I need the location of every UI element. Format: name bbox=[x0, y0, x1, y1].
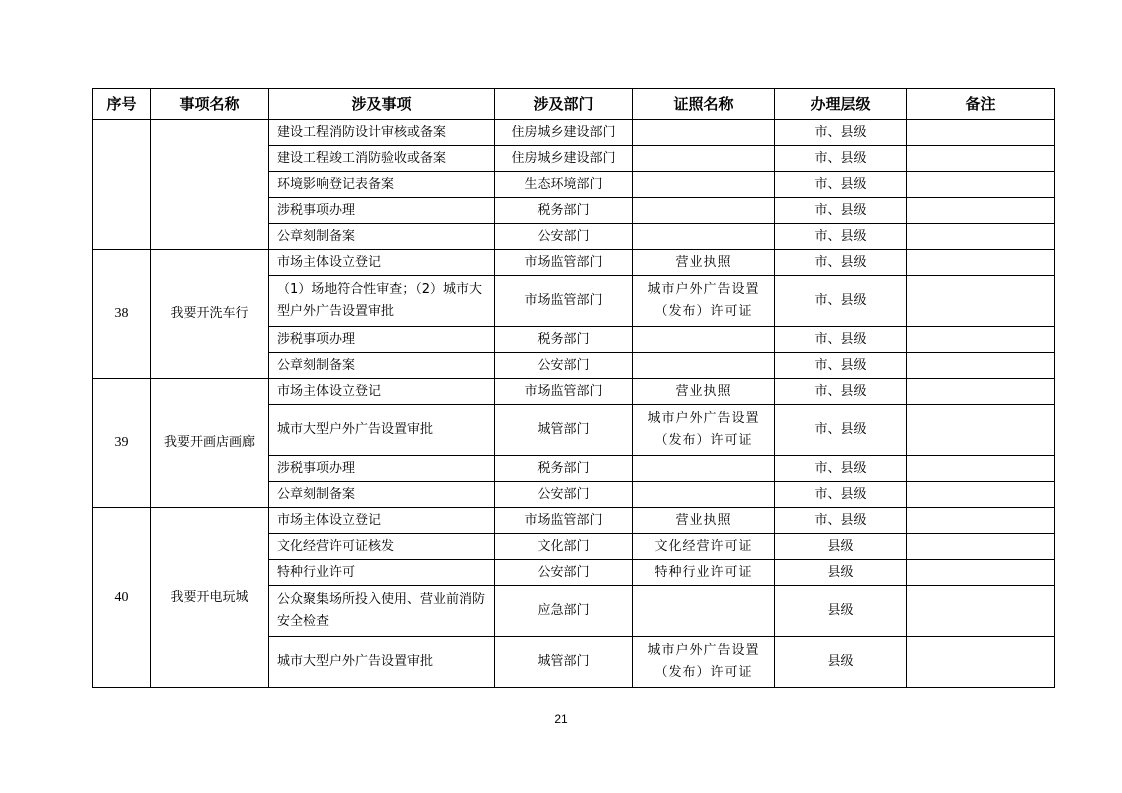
cell-note bbox=[907, 534, 1055, 560]
cell-level: 市、县级 bbox=[775, 456, 907, 482]
cell-level: 市、县级 bbox=[775, 353, 907, 379]
cell-matter: 文化经营许可证核发 bbox=[269, 534, 495, 560]
header-note: 备注 bbox=[907, 89, 1055, 120]
table-header-row bbox=[93, 89, 1055, 120]
cell-department: 住房城乡建设部门 bbox=[495, 120, 633, 146]
cell-matter: 建设工程竣工消防验收或备案 bbox=[269, 146, 495, 172]
cell-level: 市、县级 bbox=[775, 172, 907, 198]
cell-note bbox=[907, 276, 1055, 327]
table-body bbox=[93, 120, 1055, 688]
cell-department: 公安部门 bbox=[495, 560, 633, 586]
cell-certificate: 营业执照 bbox=[633, 508, 775, 534]
services-table bbox=[92, 88, 1055, 688]
cell-matter: 公章刻制备案 bbox=[269, 353, 495, 379]
cell-department: 城管部门 bbox=[495, 637, 633, 688]
cell-level: 市、县级 bbox=[775, 224, 907, 250]
cell-item-name: 我要开洗车行 bbox=[151, 250, 269, 379]
cell-matter: 市场主体设立登记 bbox=[269, 250, 495, 276]
cell-department: 公安部门 bbox=[495, 482, 633, 508]
cell-level: 市、县级 bbox=[775, 508, 907, 534]
cell-note bbox=[907, 586, 1055, 637]
cell-certificate: 文化经营许可证 bbox=[633, 534, 775, 560]
cell-note bbox=[907, 482, 1055, 508]
cell-certificate bbox=[633, 120, 775, 146]
cell-matter: 市场主体设立登记 bbox=[269, 508, 495, 534]
cell-certificate bbox=[633, 456, 775, 482]
cell-matter: （1）场地符合性审查；（2）城市大型户外广告设置审批 bbox=[269, 276, 495, 327]
cell-note bbox=[907, 327, 1055, 353]
cell-department: 税务部门 bbox=[495, 456, 633, 482]
cell-certificate: 城市户外广告设置（发布）许可证 bbox=[633, 405, 775, 456]
cell-no: 39 bbox=[93, 379, 151, 508]
cell-certificate: 营业执照 bbox=[633, 379, 775, 405]
header-certificate: 证照名称 bbox=[633, 89, 775, 120]
cell-level: 市、县级 bbox=[775, 327, 907, 353]
cell-department: 文化部门 bbox=[495, 534, 633, 560]
cell-note bbox=[907, 560, 1055, 586]
cell-note bbox=[907, 405, 1055, 456]
cell-certificate: 特种行业许可证 bbox=[633, 560, 775, 586]
cell-matter: 建设工程消防设计审核或备案 bbox=[269, 120, 495, 146]
cell-matter: 市场主体设立登记 bbox=[269, 379, 495, 405]
cell-level: 市、县级 bbox=[775, 379, 907, 405]
cell-note bbox=[907, 456, 1055, 482]
cell-level: 市、县级 bbox=[775, 198, 907, 224]
cell-note bbox=[907, 250, 1055, 276]
cell-no: 40 bbox=[93, 508, 151, 688]
table-row bbox=[93, 120, 1055, 146]
cell-matter: 涉税事项办理 bbox=[269, 327, 495, 353]
cell-certificate: 城市户外广告设置（发布）许可证 bbox=[633, 637, 775, 688]
cell-item-name: 我要开电玩城 bbox=[151, 508, 269, 688]
cell-certificate bbox=[633, 327, 775, 353]
cell-certificate bbox=[633, 482, 775, 508]
cell-certificate bbox=[633, 224, 775, 250]
cell-level: 县级 bbox=[775, 637, 907, 688]
cell-note bbox=[907, 637, 1055, 688]
cell-department: 应急部门 bbox=[495, 586, 633, 637]
cell-level: 市、县级 bbox=[775, 405, 907, 456]
cell-note bbox=[907, 172, 1055, 198]
cell-note bbox=[907, 379, 1055, 405]
cell-matter: 涉税事项办理 bbox=[269, 198, 495, 224]
page-number: 21 bbox=[554, 712, 568, 726]
cell-level: 市、县级 bbox=[775, 482, 907, 508]
cell-matter: 城市大型户外广告设置审批 bbox=[269, 637, 495, 688]
cell-note bbox=[907, 198, 1055, 224]
header-item-name: 事项名称 bbox=[151, 89, 269, 120]
cell-matter: 特种行业许可 bbox=[269, 560, 495, 586]
cell-department: 生态环境部门 bbox=[495, 172, 633, 198]
cell-level: 县级 bbox=[775, 586, 907, 637]
cell-certificate: 营业执照 bbox=[633, 250, 775, 276]
cell-department: 住房城乡建设部门 bbox=[495, 146, 633, 172]
cell-certificate bbox=[633, 172, 775, 198]
cell-level: 市、县级 bbox=[775, 250, 907, 276]
cell-note bbox=[907, 120, 1055, 146]
cell-certificate bbox=[633, 353, 775, 379]
header-no: 序号 bbox=[93, 89, 151, 120]
cell-matter: 城市大型户外广告设置审批 bbox=[269, 405, 495, 456]
cell-department: 税务部门 bbox=[495, 327, 633, 353]
cell-certificate bbox=[633, 586, 775, 637]
cell-level: 县级 bbox=[775, 560, 907, 586]
cell-matter: 公章刻制备案 bbox=[269, 482, 495, 508]
cell-note bbox=[907, 353, 1055, 379]
cell-no: 38 bbox=[93, 250, 151, 379]
cell-department: 市场监管部门 bbox=[495, 276, 633, 327]
header-matter: 涉及事项 bbox=[269, 89, 495, 120]
cell-level: 市、县级 bbox=[775, 276, 907, 327]
cell-matter: 涉税事项办理 bbox=[269, 456, 495, 482]
table-row bbox=[93, 379, 1055, 405]
cell-no bbox=[93, 120, 151, 250]
cell-department: 公安部门 bbox=[495, 353, 633, 379]
cell-department: 税务部门 bbox=[495, 198, 633, 224]
cell-department: 市场监管部门 bbox=[495, 379, 633, 405]
cell-note bbox=[907, 224, 1055, 250]
cell-level: 市、县级 bbox=[775, 120, 907, 146]
cell-department: 市场监管部门 bbox=[495, 250, 633, 276]
cell-item-name: 我要开画店画廊 bbox=[151, 379, 269, 508]
cell-level: 市、县级 bbox=[775, 146, 907, 172]
cell-certificate bbox=[633, 198, 775, 224]
cell-note bbox=[907, 146, 1055, 172]
cell-department: 城管部门 bbox=[495, 405, 633, 456]
cell-certificate: 城市户外广告设置（发布）许可证 bbox=[633, 276, 775, 327]
cell-item-name bbox=[151, 120, 269, 250]
header-level: 办理层级 bbox=[775, 89, 907, 120]
cell-note bbox=[907, 508, 1055, 534]
cell-level: 县级 bbox=[775, 534, 907, 560]
cell-matter: 公章刻制备案 bbox=[269, 224, 495, 250]
cell-matter: 环境影响登记表备案 bbox=[269, 172, 495, 198]
table-row bbox=[93, 508, 1055, 534]
table-row bbox=[93, 250, 1055, 276]
cell-matter: 公众聚集场所投入使用、营业前消防安全检查 bbox=[269, 586, 495, 637]
cell-department: 公安部门 bbox=[495, 224, 633, 250]
cell-certificate bbox=[633, 146, 775, 172]
header-department: 涉及部门 bbox=[495, 89, 633, 120]
cell-department: 市场监管部门 bbox=[495, 508, 633, 534]
